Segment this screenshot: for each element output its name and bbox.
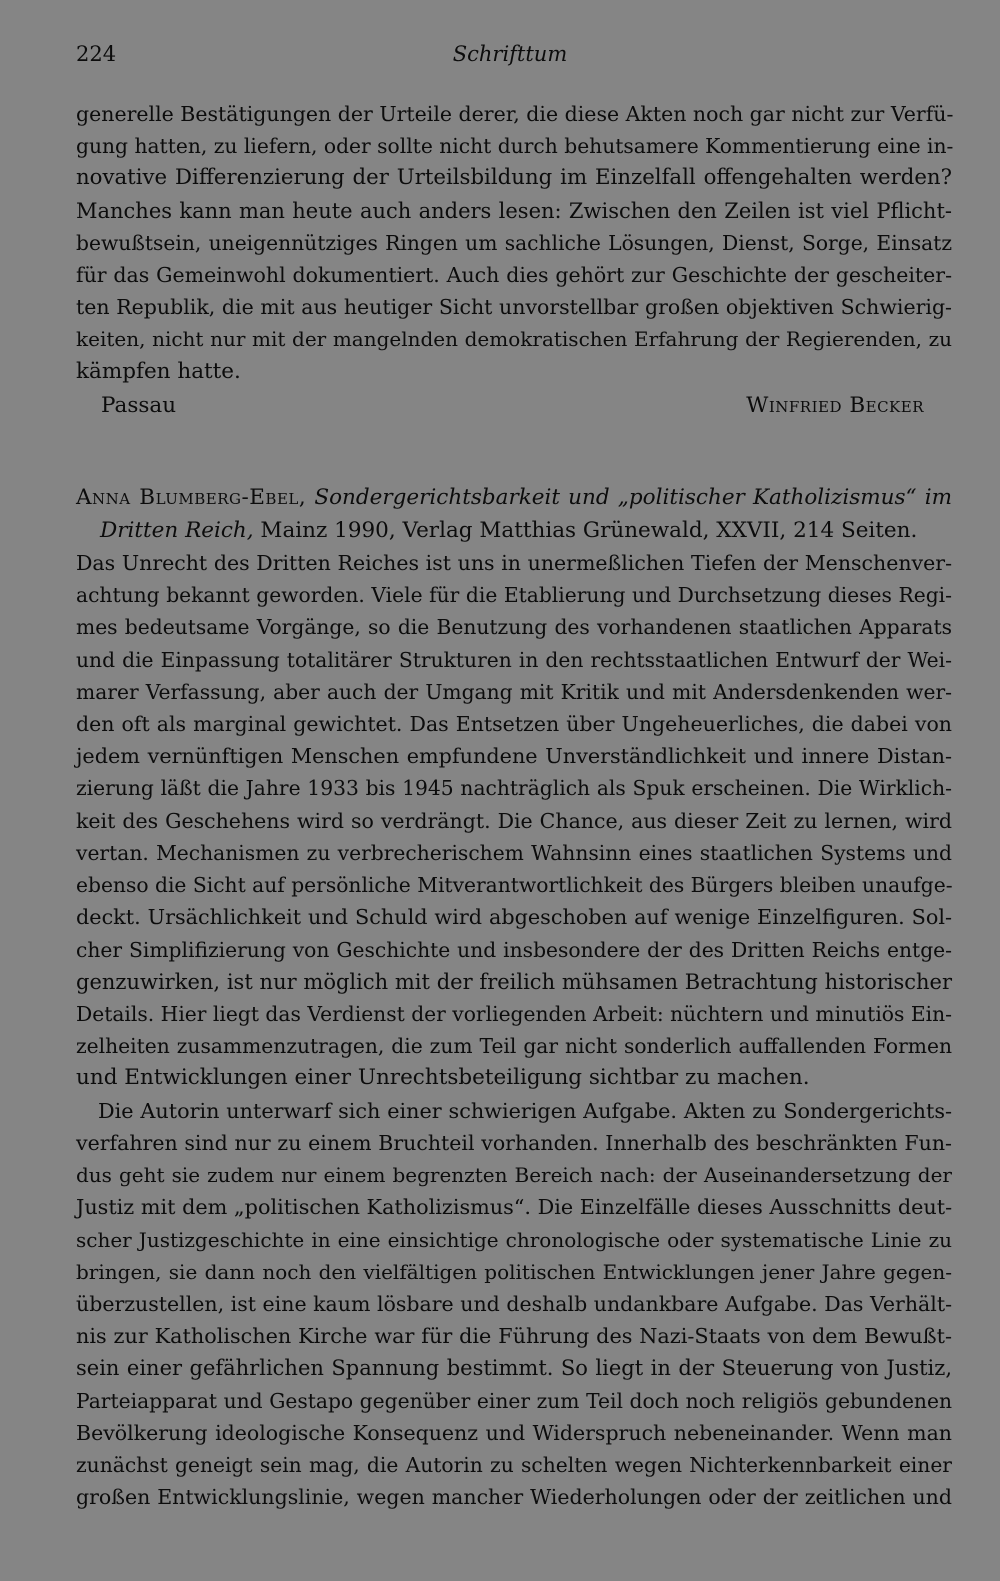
text-line: sein einer gefährlichen Spannung bestimmt. So liegt in der Steuerung von Justiz, [76, 1356, 952, 1380]
text-line: Parteiapparat und Gestapo gegenüber einer zum Teil doch noch religiös gebundenen [76, 1389, 952, 1413]
review-place: Passau [101, 393, 177, 418]
text-line: generelle Bestätigungen der Urteile derer, die diese Akten noch gar nicht zur Verfü- [76, 102, 954, 126]
text-line: und Entwicklungen einer Unrechtsbeteiligung sichtbar zu machen. [76, 1065, 810, 1090]
text-line: Details. Hier liegt das Verdienst der vorliegenden Arbeit: nüchtern und minutiös Ein- [76, 1002, 952, 1026]
text-line: deckt. Ursächlichkeit und Schuld wird abgeschoben auf wenige Einzelfiguren. Sol- [76, 905, 952, 929]
text-line: verfahren sind nur zu einem Bruchteil vorhanden. Innerhalb des beschränkten Fun- [76, 1131, 952, 1155]
text-line: jedem vernünftigen Menschen empfundene Unverständlichkeit und innere Distan- [76, 744, 952, 768]
text-line: scher Justizgeschichte in eine einsichtige chronologische oder systematische Linie zu [76, 1228, 952, 1252]
book-title-continued: Dritten Reich, [100, 518, 254, 543]
book-title: Sondergerichtsbarkeit und „politischer Katholizismus“ im [314, 485, 952, 510]
text-line: für das Gemeinwohl dokumentiert. Auch dies gehört zur Geschichte der gescheiter- [76, 263, 952, 287]
text-line: keiten, nicht nur mit der mangelnden demokratischen Erfahrung der Regierenden, zu [76, 327, 952, 351]
text-line: bewußtsein, uneigennütziges Ringen um sachliche Lösungen, Dienst, Sorge, Einsatz [76, 231, 952, 255]
text-line: kämpfen hatte. [76, 359, 241, 384]
page-number: 224 [76, 42, 117, 66]
text-line: zunächst geneigt sein mag, die Autorin zu schelten wegen Nichterkennbarkeit einer [76, 1453, 952, 1477]
text-line: achtung bekannt geworden. Viele für die Etablierung und Durchsetzung dieses Regi- [76, 583, 952, 607]
text-line: Manches kann man heute auch anders lesen: Zwischen den Zeilen ist viel Pflicht- [76, 199, 952, 223]
text-line: bringen, sie dann noch den vielfältigen politischen Entwicklungen jener Jahre gegen- [76, 1260, 952, 1284]
text-line: den oft als marginal gewichtet. Das Entsetzen über Ungeheuerliches, die dabei von [76, 712, 952, 736]
text-line: ten Republik, die mit aus heutiger Sicht unvorstellbar großen objektiven Schwierig- [76, 295, 952, 319]
text-line: keit des Geschehens wird so verdrängt. Die Chance, aus dieser Zeit zu lernen, wird [76, 809, 952, 833]
running-head: Schrifttum [452, 42, 568, 66]
text-line: marer Verfassung, aber auch der Umgang mit Kritik und mit Andersdenkenden wer- [76, 680, 952, 704]
text-line: Bevölkerung ideologische Konsequenz und Widerspruch nebeneinander. Wenn man [76, 1421, 952, 1445]
text-line: großen Entwicklungslinie, wegen mancher Wiederholungen oder der zeitlichen und [76, 1485, 952, 1509]
text-line: überzustellen, ist eine kaum lösbare und deshalb undankbare Aufgabe. Das Verhält- [76, 1292, 952, 1316]
text-line: mes bedeutsame Vorgänge, so die Benutzung des vorhandenen staatlichen Apparats [76, 615, 952, 639]
text-line: zelheiten zusammenzutragen, die zum Teil gar nicht sonderlich auffallenden Formen [76, 1034, 952, 1058]
text-line: Das Unrecht des Dritten Reiches ist uns in unermeßlichen Tiefen der Menschenver- [76, 551, 952, 575]
book-author: Anna Blumberg-Ebel, [76, 485, 307, 510]
text-line: genzuwirken, ist nur möglich mit der freilich mühsamen Betrachtung historischer [76, 970, 952, 994]
reviewer-name: Winfried Becker [746, 393, 924, 418]
text-line: und die Einpassung totalitärer Strukturen in den rechtsstaatlichen Entwurf der Wei- [76, 648, 952, 672]
text-line: Justiz mit dem „politischen Katholizismus“. Die Einzelfälle dieses Ausschnitts deut- [76, 1195, 953, 1219]
text-line: gung hatten, zu liefern, oder sollte nicht durch behutsamere Kommentierung eine in- [76, 134, 954, 158]
publication-details: Mainz 1990, Verlag Matthias Grünewald, XXVII, 214 Seiten. [253, 518, 918, 543]
text-line: nis zur Katholischen Kirche war für die Führung des Nazi-Staats von dem Bewußt- [76, 1324, 952, 1348]
review-reference-line-1 [76, 482, 952, 514]
review-reference-line-2 [100, 515, 952, 547]
text-line: novative Differenzierung der Urteilsbildung im Einzelfall offengehalten werden? [76, 165, 952, 190]
text-line: ebenso die Sicht auf persönliche Mitverantwortlichkeit des Bürgers bleiben unaufge- [76, 873, 953, 897]
text-line: zierung läßt die Jahre 1933 bis 1945 nachträglich als Spuk erscheinen. Die Wirklich- [76, 776, 952, 800]
text-line: cher Simplifizierung von Geschichte und insbesondere der des Dritten Reichs entge- [76, 938, 952, 962]
text-line: vertan. Mechanismen zu verbrecherischem Wahnsinn eines staatlichen Systems und [76, 841, 952, 865]
text-line: Die Autorin unterwarf sich einer schwierigen Aufgabe. Akten zu Sondergerichts- [98, 1099, 952, 1123]
text-line: dus geht sie zudem nur einem begrenzten Bereich nach: der Auseinandersetzung der [76, 1163, 952, 1187]
